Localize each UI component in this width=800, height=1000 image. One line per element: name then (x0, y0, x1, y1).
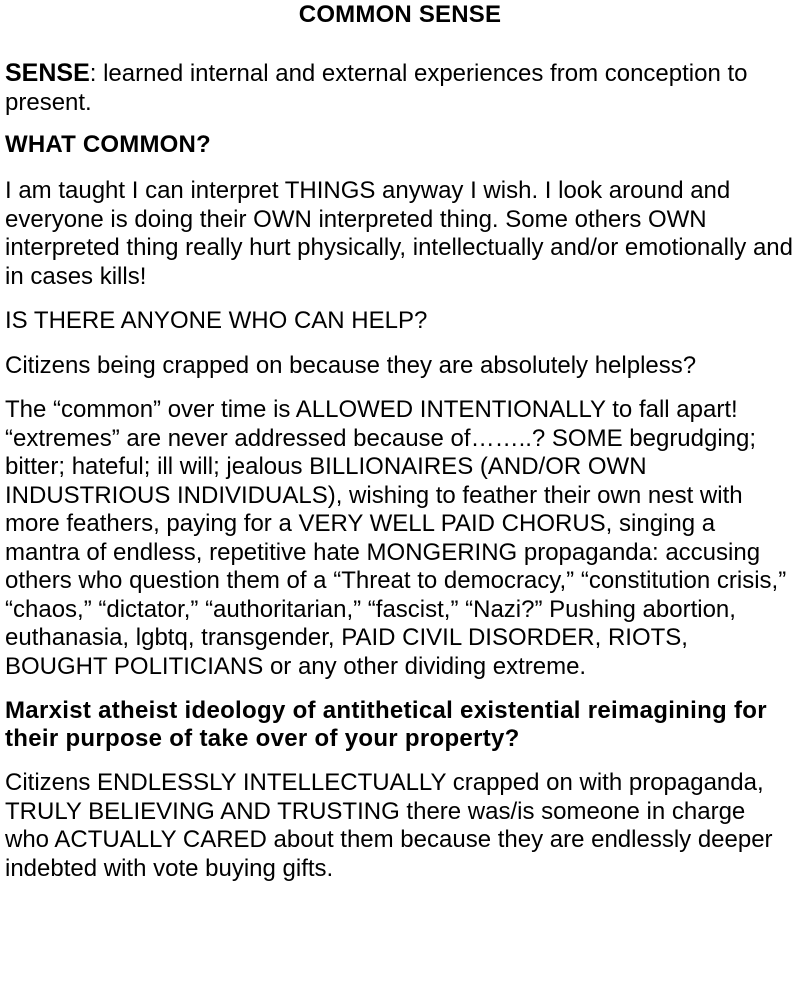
heading-marxist-ideology: Marxist atheist ideology of antithetical existential reimagining for their purpose of take over of your property? (5, 697, 767, 752)
definition-sense (5, 59, 795, 117)
document-page (5, 0, 795, 883)
question-help: IS THERE ANYONE WHO CAN HELP? (5, 307, 428, 334)
document-title: COMMON SENSE (298, 1, 502, 28)
definition-term: SENSE (5, 59, 90, 87)
paragraph-citizens-endlessly: Citizens ENDLESSLY INTELLECTUALLY crapped on with propaganda, TRULY BELIEVING AND TRUSTING there was/is someone in charge who ACTUALLY CARED about them because they are endlessly deeper indebted with vote buying gifts. (5, 769, 773, 882)
definition-text: : learned internal and external experiences from conception to present. (5, 60, 748, 116)
paragraph-common-falls-apart: The “common” over time is ALLOWED INTENTIONALLY to fall apart! “extremes” are never addressed because of……..? SOME begrudging; bitter; hateful; ill will; jealous BILLIONAIRES (AND/OR OWN INDUSTRIOUS INDIVIDUALS), wishing to feather their own nest with more feathers, paying for a VERY WELL PAID CHORUS, singing a mantra of endless, repetitive hate MONGERING propaganda: accusing others who question them of a “Threat to democracy,” “constitution crisis,” “chaos,” “dictator,” “authoritarian,” “fascist,” “Nazi?” Pushing abortion, euthanasia, lgbtq, transgender, PAID CIVIL DISORDER, RIOTS, BOUGHT POLITICIANS or any other dividing extreme. (5, 396, 787, 680)
heading-what-common: WHAT COMMON? (5, 131, 211, 158)
paragraph-interpret: I am taught I can interpret THINGS anyway I wish. I look around and everyone is doing their OWN interpreted thing. Some others OWN interpreted thing really hurt physically, intellectually and/or emotionally and in cases kills! (5, 177, 793, 290)
paragraph-citizens-helpless: Citizens being crapped on because they are absolutely helpless? (5, 351, 697, 379)
